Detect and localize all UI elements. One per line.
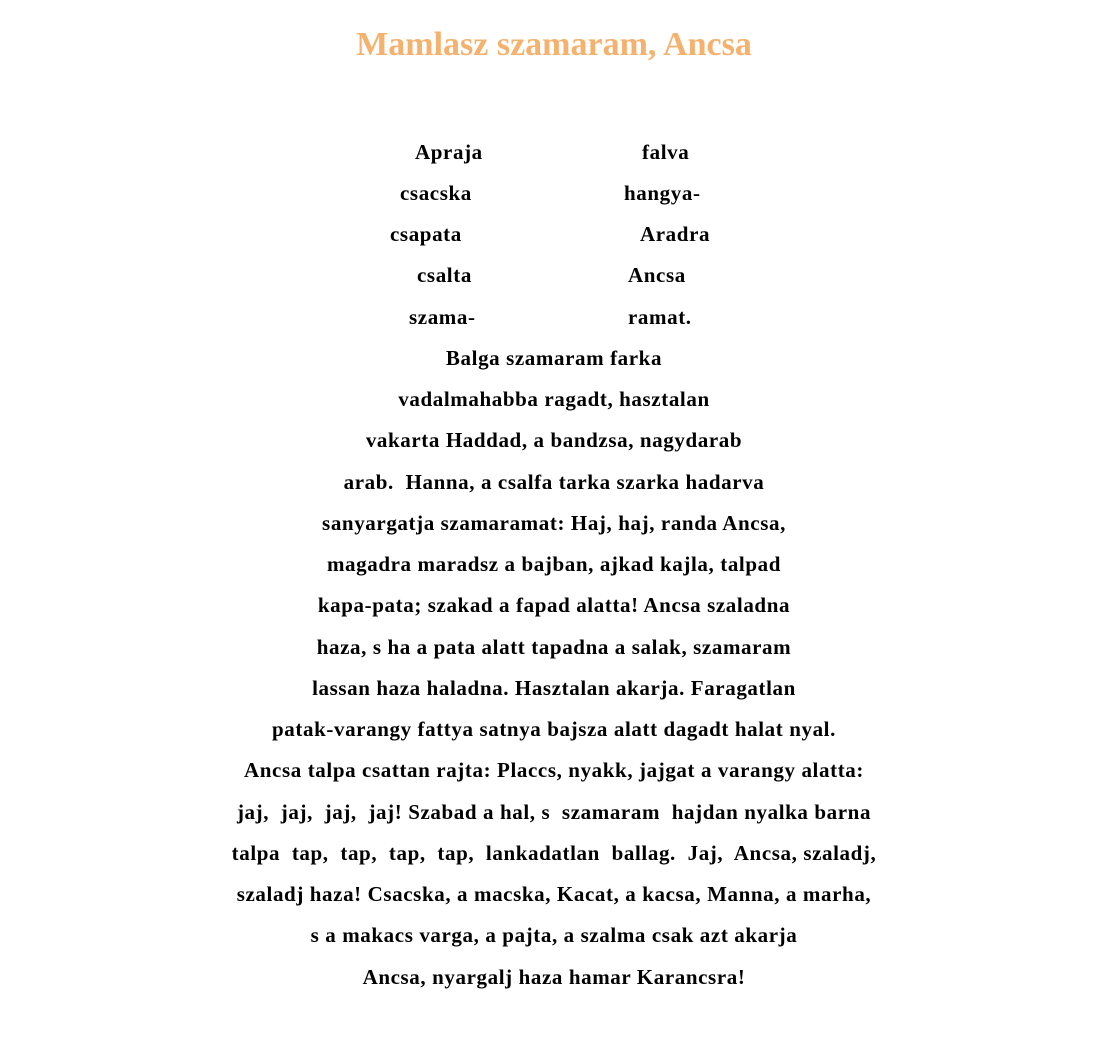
split-line-1-left: Apraja [415, 140, 483, 164]
split-line-4-left: csalta [417, 263, 472, 287]
poem-line: arab. Hanna, a csalfa tarka szarka hadarva [343, 470, 765, 494]
poem-line: sanyargatja szamaramat: Haj, haj, randa Ancsa, [322, 511, 786, 535]
poem-line: talpa tap, tap, tap, tap, lankadatlan ballag. Jaj, Ancsa, szaladj, [231, 841, 877, 865]
poem-line: Ancsa talpa csattan rajta: Placcs, nyakk, jajgat a varangy alatta: [244, 758, 864, 782]
split-line-3-right: Aradra [640, 222, 711, 246]
split-line-5-left: szama- [409, 305, 476, 329]
poem-line: szaladj haza! Csacska, a macska, Kacat, a kacsa, Manna, a marha, [236, 882, 872, 906]
poem-line: haza, s ha a pata alatt tapadna a salak, szamaram [316, 635, 792, 659]
poem-line: magadra maradsz a bajban, ajkad kajla, talpad [326, 552, 782, 576]
split-line-3-left: csapata [390, 222, 462, 246]
split-line-5-right: ramat. [628, 305, 692, 329]
split-line-2-right: hangya- [624, 181, 701, 205]
split-line-2-left: csacska [400, 181, 472, 205]
poem-line: Ancsa, nyargalj haza hamar Karancsra! [362, 965, 746, 989]
poem-line: vadalmahabba ragadt, hasztalan [398, 387, 710, 411]
poem-line: kapa-pata; szakad a fapad alatta! Ancsa szaladna [317, 593, 791, 617]
poem-line: s a makacs varga, a pajta, a szalma csak azt akarja [310, 923, 798, 947]
poem-line: vakarta Haddad, a bandzsa, nagydarab [365, 428, 743, 452]
poem-line: Balga szamaram farka [445, 346, 663, 370]
poem-line: jaj, jaj, jaj, jaj! Szabad a hal, s szamaram hajdan nyalka barna [236, 800, 872, 824]
poem-line: lassan haza haladna. Hasztalan akarja. Faragatlan [312, 676, 796, 700]
split-line-4-right: Ancsa [628, 263, 686, 287]
split-line-1-right: falva [642, 140, 690, 164]
poem-line: patak-varangy fattya satnya bajsza alatt dagadt halat nyal. [272, 717, 836, 741]
poem-title: Mamlasz szamaram, Ancsa [356, 26, 752, 63]
